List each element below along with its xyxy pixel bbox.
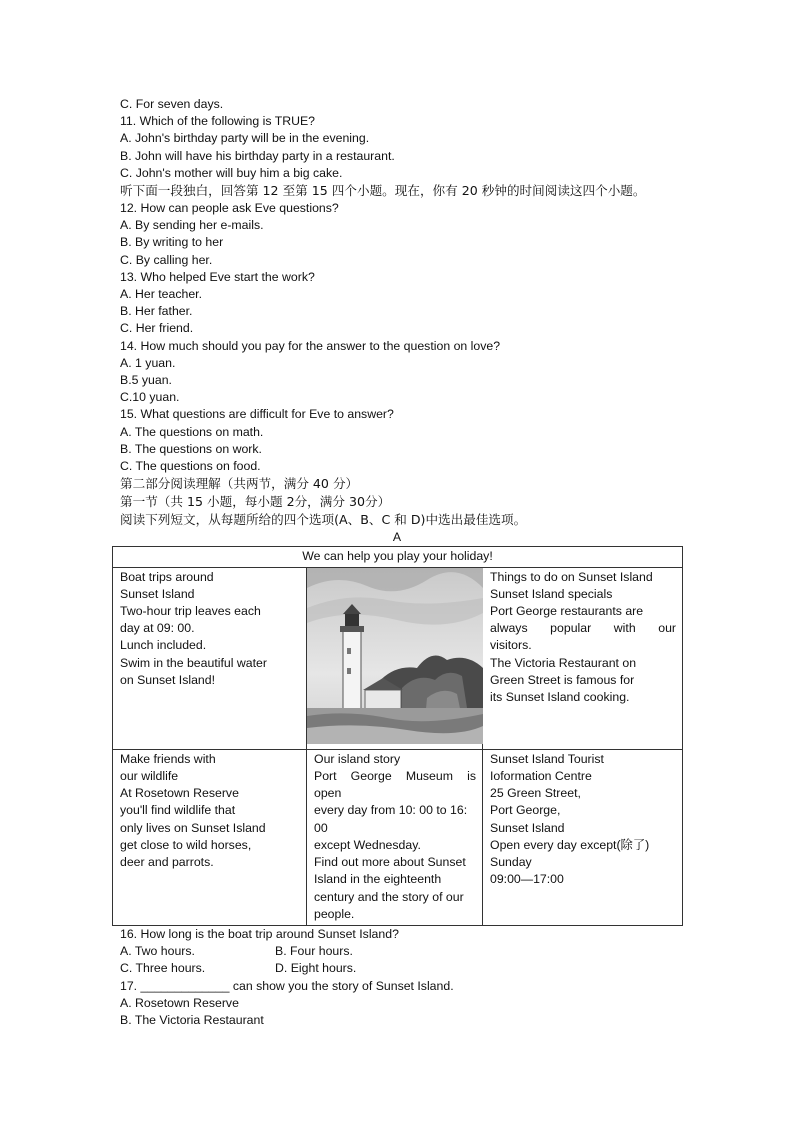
reading-instruction: 阅读下列短文，从每题所给的四个选项(A、B、C 和 D)中选出最佳选项。	[120, 512, 527, 528]
question-17: 17. _____________ can show you the story of Sunset Island.	[120, 978, 454, 993]
boat-title: Boat trips around	[120, 569, 214, 584]
things-to-do-cell	[483, 567, 683, 749]
option-line: A. By sending her e-mails.	[120, 218, 264, 233]
centre-text: 25 Green Street,	[490, 786, 581, 801]
option-line: B. By writing to her	[120, 235, 224, 250]
things-text: always popular with our	[490, 621, 677, 636]
story-text: 00	[314, 820, 328, 835]
things-text: The Victoria Restaurant on	[490, 655, 637, 670]
story-text: Island in the eighteenth	[314, 872, 442, 887]
listening-instruction: 听下面一段独白，回答第 12 至第 15 四个小题。现在，你有 20 秒钟的时间阅读这四个小题。	[120, 183, 646, 199]
things-text: Sunset Island specials	[490, 586, 613, 601]
wildlife-text: get close to wild horses,	[120, 837, 252, 852]
question-14: 14. How much should you pay for the answer to the question on love?	[120, 338, 501, 353]
centre-text: Port George,	[490, 803, 561, 818]
story-text: except Wednesday.	[314, 837, 421, 852]
boat-text: Lunch included.	[120, 638, 207, 653]
centre-text: Sunday	[490, 855, 532, 870]
wildlife-text: deer and parrots.	[120, 855, 214, 870]
advert-header: We can help you play your holiday!	[113, 547, 683, 567]
option-line: A. Two hours.	[120, 944, 195, 959]
island-story-cell	[307, 749, 483, 925]
text-line: C. For seven days.	[120, 97, 224, 111]
story-title: Our island story	[314, 751, 401, 766]
section-1-title: 第一节（共 15 小题，每小题 2分，满分 30分）	[120, 494, 391, 510]
wildlife-text: only lives on Sunset Island	[120, 820, 266, 835]
things-text: visitors.	[490, 638, 532, 653]
passage-label: A	[392, 530, 402, 545]
wildlife-text: our wildlife	[120, 769, 179, 784]
things-text: Port George restaurants are	[490, 604, 644, 619]
centre-text: Ioformation Centre	[490, 769, 592, 784]
part-2-title: 第二部分阅读理解（共两节，满分 40 分）	[120, 476, 359, 492]
boat-text: day at 09: 00.	[120, 621, 195, 636]
option-line: B. Her father.	[120, 304, 193, 319]
story-text: open	[314, 786, 342, 801]
lighthouse-image	[307, 568, 483, 744]
option-line: C.10 yuan.	[120, 390, 180, 405]
things-text: its Sunset Island cooking.	[490, 690, 630, 705]
option-line: A. The questions on math.	[120, 424, 264, 439]
question-12: 12. How can people ask Eve questions?	[120, 201, 339, 216]
option-line: B. The questions on work.	[120, 441, 262, 456]
option-line: A. Rosetown Reserve	[120, 995, 239, 1010]
option-line: B.5 yuan.	[120, 373, 172, 388]
option-line: C. Three hours.	[120, 961, 206, 976]
things-title: Things to do on Sunset Island	[490, 569, 653, 584]
q16-options-row-2	[120, 960, 690, 977]
option-line: A. 1 yuan.	[120, 355, 176, 370]
q16-options-row-1	[120, 943, 690, 960]
story-text: century and the story of our	[314, 889, 464, 904]
centre-text: 09:00—17:00	[490, 872, 564, 887]
boat-text: Swim in the beautiful water	[120, 655, 267, 670]
story-text: every day from 10: 00 to 16:	[314, 803, 468, 818]
boat-text: on Sunset Island!	[120, 672, 216, 687]
wildlife-text: you'll find wildlife that	[120, 803, 236, 818]
option-line: A. Her teacher.	[120, 287, 203, 302]
question-11: 11. Which of the following is TRUE?	[120, 114, 316, 129]
story-text: Find out more about Sunset	[314, 855, 466, 870]
option-line: B. Four hours.	[275, 944, 353, 959]
option-line: C. By calling her.	[120, 252, 213, 267]
option-line: C. John's mother will buy him a big cake.	[120, 165, 343, 180]
boat-trips-cell	[113, 567, 307, 749]
centre-title: Sunset Island Tourist	[490, 751, 604, 766]
option-line: A. John's birthday party will be in the evening.	[120, 131, 370, 146]
lighthouse-image-cell	[307, 567, 483, 749]
question-13: 13. Who helped Eve start the work?	[120, 269, 315, 284]
holiday-advert-table	[112, 546, 683, 925]
option-line: B. John will have his birthday party in a restaurant.	[120, 148, 395, 163]
question-15: 15. What questions are difficult for Eve to answer?	[120, 407, 394, 422]
boat-text: Sunset Island	[120, 586, 195, 601]
wildlife-text: At Rosetown Reserve	[120, 786, 239, 801]
centre-text: Sunset Island	[490, 820, 565, 835]
question-16: 16. How long is the boat trip around Sunset Island?	[120, 926, 399, 941]
exam-page	[120, 96, 690, 1029]
option-line: C. Her friend.	[120, 321, 194, 336]
centre-text: Open every day except(除了)	[490, 837, 650, 852]
option-line: C. The questions on food.	[120, 459, 261, 474]
option-line: B. The Victoria Restaurant	[120, 1012, 264, 1027]
things-text: Green Street is famous for	[490, 672, 635, 687]
wildlife-title: Make friends with	[120, 751, 216, 766]
story-text: people.	[314, 906, 355, 921]
boat-text: Two-hour trip leaves each	[120, 604, 261, 619]
tourist-centre-cell	[483, 749, 683, 925]
option-line: D. Eight hours.	[275, 961, 357, 976]
wildlife-cell	[113, 749, 307, 925]
story-text: Port George Museum is	[314, 769, 476, 784]
